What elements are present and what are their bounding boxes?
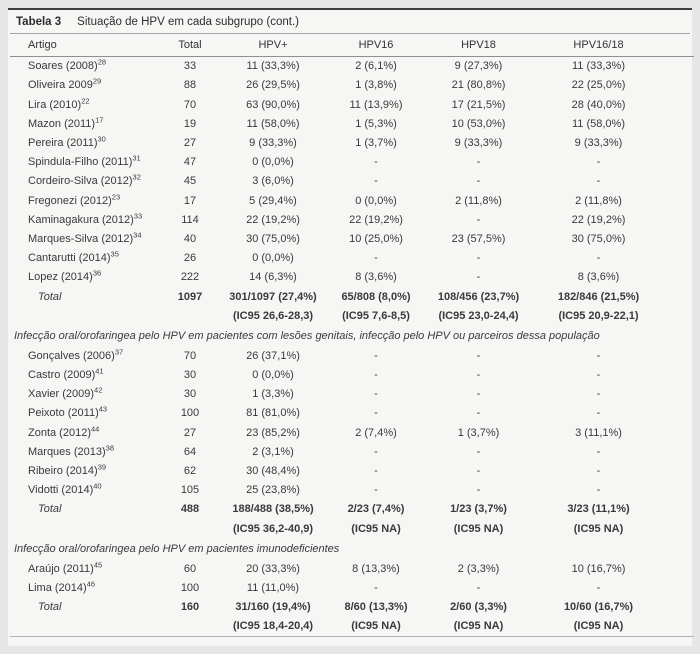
table-row [10,134,694,153]
total-cell: 60 [183,562,197,575]
artigo-label: Castro (2009) [28,369,96,382]
artigo-cell [10,385,160,404]
hpv16-cell: - [374,349,378,362]
hpv1618-cell: 8 (3,6%) [577,271,620,284]
section-header-label: Infecção oral/orofaringea pelo HPV em pacientes com lesões genitais, infecção pelo HPV ou parceiros dessa população [14,329,600,342]
hpv1618-cell: 2 (11,8%) [575,194,622,207]
total-cell: 27 [183,426,197,439]
hpv1618-cell: - [596,388,601,401]
section-header-row [10,326,694,347]
total-cell: 100 [180,581,200,594]
hpv1618-cell: (IC95 NA) [573,620,624,633]
reference-superscript: 30 [97,134,106,144]
hpv18-cell: - [476,484,481,497]
hpv-cell: 11 (58,0%) [246,117,300,130]
artigo-label: Gonçalves (2006) [28,349,115,362]
total-cell: 488 [180,503,200,516]
total-cell: 45 [183,175,197,188]
hpv-cell: 22 (19,2%) [246,213,300,226]
hpv-table [10,34,694,637]
total-cell: 105 [180,484,200,497]
table-row [10,268,694,287]
caption-label: Tabela 3 [16,16,62,28]
hpv16-cell: (IC95 7,6-8,5) [342,309,410,322]
artigo-label: Total [38,503,62,516]
artigo-label: Total [38,601,62,614]
hpv18-cell: - [476,388,481,401]
total-cell: 64 [183,445,197,458]
table-panel [8,8,692,646]
hpv18-cell: 21 (80,8%) [451,79,506,92]
reference-superscript: 35 [110,249,119,259]
hpv-cell: 2 (3,1%) [252,445,294,458]
table-header-row [10,34,694,57]
hpv16-cell: (IC95 NA) [351,522,401,535]
reference-superscript: 40 [93,481,102,491]
hpv-cell: 81 (81,0%) [246,407,300,420]
hpv16-cell: - [374,484,378,497]
hpv18-cell: 108/456 (23,7%) [437,290,520,303]
total-cell [160,306,220,325]
table-row [10,481,694,500]
hpv16-cell: 22 (19,2%) [349,213,403,226]
artigo-cell [10,423,160,442]
section-header-label: Infecção oral/orofaringea pelo HPV em pacientes imunodeficientes [14,542,340,555]
total-cell: 88 [183,79,197,92]
hpv16-cell: 1 (3,8%) [355,79,397,92]
reference-superscript: 32 [132,172,141,182]
hpv16-cell: - [374,388,378,401]
hpv1618-cell: - [596,252,601,265]
hpv16-cell: 8 (13,3%) [352,562,400,575]
hpv16-cell: - [374,175,378,188]
hpv-cell: 11 (11,0%) [246,581,300,594]
hpv1618-cell: 182/846 (21,5%) [557,290,640,303]
hpv16-cell: - [374,252,378,265]
artigo-cell [10,347,160,366]
total-cell: 47 [183,156,197,169]
hpv1618-cell: (IC95 NA) [573,522,624,535]
hpv-cell: 0 (0,0%) [252,369,294,382]
hpv16-cell: - [374,465,378,478]
total-cell [160,519,220,538]
reference-superscript: 22 [81,95,90,105]
hpv-cell: 31/160 (19,4%) [235,601,311,614]
table-row [10,560,694,579]
table-row [10,579,694,598]
table-row [10,76,694,95]
hpv-cell: 63 (90,0%) [246,98,300,111]
hpv16-cell: 2/23 (7,4%) [347,503,405,516]
hpv-cell: (IC95 36,2-40,9) [232,522,314,535]
table-row [10,115,694,134]
reference-superscript: 17 [95,115,104,125]
table-row [10,423,694,442]
total-cell: 17 [183,194,197,207]
hpv16-cell: 2 (7,4%) [355,426,397,439]
hpv18-cell: - [476,369,481,382]
artigo-cell [10,95,160,114]
artigo-cell [10,443,160,462]
hpv16-cell: 8/60 (13,3%) [344,601,408,614]
total-cell: 222 [180,271,200,284]
total-cell [160,617,220,637]
hpv16-cell: 65/808 (8,0%) [341,290,411,303]
reference-superscript: 37 [114,347,124,357]
artigo-cell [10,560,160,579]
table-row [10,347,694,366]
artigo-cell [10,268,160,287]
table-row [10,404,694,423]
reference-superscript: 34 [133,230,142,240]
artigo-cell [10,211,160,230]
ci-row [10,519,694,538]
total-row [10,598,694,617]
artigo-label: Spindula-Filho (2011) [28,156,133,169]
hpv16-cell: 8 (3,6%) [355,271,397,284]
hpv18-cell: 9 (27,3%) [454,60,503,73]
col-header-hpv16-18: HPV16/18 [531,34,694,57]
hpv-cell: 9 (33,3%) [249,137,297,150]
hpv16-cell: 1 (3,7%) [355,137,397,150]
hpv1618-cell: 22 (25,0%) [571,79,626,92]
hpv1618-cell: - [596,407,601,420]
reference-superscript: 45 [93,560,103,570]
reference-superscript: 42 [94,385,103,395]
hpv1618-cell: - [596,465,601,478]
total-cell: 70 [183,98,197,111]
table-row [10,366,694,385]
total-cell: 114 [181,213,199,226]
hpv18-cell: 10 (53,0%) [451,117,506,130]
hpv1618-cell: - [596,156,601,169]
reference-superscript: 31 [132,153,141,163]
hpv1618-cell: 10 (16,7%) [571,562,626,575]
reference-superscript: 43 [98,404,108,414]
section-header-row [10,539,694,560]
hpv1618-cell: - [596,349,601,362]
hpv18-cell: 2 (11,8%) [455,194,502,207]
artigo-label: Cantarutti (2014) [28,252,111,265]
reference-superscript: 38 [105,443,114,453]
artigo-cell [10,579,160,598]
artigo-cell [10,134,160,153]
table-row [10,385,694,404]
artigo-cell [10,306,160,325]
hpv18-cell: - [476,252,481,265]
caption-text: Situação de HPV em cada subgrupo (cont.) [77,16,299,28]
artigo-cell [10,617,160,637]
table-row [10,249,694,268]
artigo-label: Soares (2008) [28,60,98,73]
hpv18-cell: 1/23 (3,7%) [450,503,507,516]
hpv1618-cell: - [596,369,601,382]
hpv16-cell: - [374,581,378,594]
artigo-label: Fregonezi (2012) [28,194,112,207]
reference-superscript: 29 [92,76,102,86]
reference-superscript: 41 [95,366,104,376]
artigo-label: Pereira (2011) [28,137,98,150]
hpv-cell: 0 (0,0%) [252,252,294,265]
artigo-cell [10,153,160,172]
total-cell: 70 [183,349,197,362]
artigo-cell [10,366,160,385]
total-row [10,287,694,306]
artigo-cell [10,230,160,249]
hpv1618-cell: 30 (75,0%) [571,232,626,245]
artigo-label: Zonta (2012) [28,426,91,439]
table-row [10,443,694,462]
total-row [10,500,694,519]
hpv-cell: 11 (33,3%) [246,60,300,73]
reference-superscript: 33 [133,211,143,221]
hpv18-cell: - [476,175,481,188]
hpv18-cell: - [476,349,481,362]
artigo-label: Total [38,290,62,303]
hpv16-cell: 2 (6,1%) [355,60,397,73]
table-row [10,211,694,230]
hpv16-cell: - [374,369,378,382]
artigo-cell [10,57,160,77]
hpv18-cell: - [476,581,481,594]
reference-superscript: 36 [92,268,102,278]
hpv-cell: 30 (75,0%) [246,232,300,245]
artigo-cell [10,404,160,423]
table-body [10,57,694,637]
total-cell: 19 [183,117,197,130]
artigo-label: Kaminagakura (2012) [28,213,134,226]
table-row [10,57,694,77]
artigo-label: Lira (2010) [28,98,82,111]
artigo-cell [10,519,160,538]
hpv1618-cell: 11 (33,3%) [572,60,625,73]
hpv1618-cell: - [596,445,601,458]
artigo-label: Peixoto (2011) [28,407,99,420]
artigo-cell [10,172,160,191]
hpv16-cell: 1 (5,3%) [355,117,397,130]
col-header-hpv16: HPV16 [326,34,426,57]
hpv-cell: 25 (23,8%) [246,484,300,497]
hpv16-cell: 0 (0,0%) [355,194,397,207]
total-cell: 62 [183,465,197,478]
hpv-cell: 23 (85,2%) [246,426,300,439]
col-header-artigo: Artigo [10,34,160,57]
artigo-cell [10,462,160,481]
hpv-cell: 301/1097 (27,4%) [229,290,317,303]
table-row [10,230,694,249]
hpv-cell: 30 (48,4%) [246,465,300,478]
hpv-cell: 0 (0,0%) [252,156,294,169]
artigo-label: Vidotti (2014) [28,484,94,497]
total-cell: 160 [180,601,200,614]
hpv18-cell: 23 (57,5%) [451,232,506,245]
reference-superscript: 46 [86,579,96,589]
artigo-cell [10,191,160,210]
artigo-label: Lopez (2014) [28,271,93,284]
hpv1618-cell: (IC95 20,9-22,1) [558,309,639,322]
hpv1618-cell: 28 (40,0%) [571,98,626,111]
artigo-label: Marques (2013) [28,445,106,458]
hpv-cell: 3 (6,0%) [252,175,294,188]
hpv18-cell: - [476,156,481,169]
artigo-cell [10,481,160,500]
hpv1618-cell: - [596,175,601,188]
hpv1618-cell: 11 (58,0%) [572,117,625,130]
artigo-label: Cordeiro-Silva (2012) [28,175,133,188]
hpv1618-cell: 10/60 (16,7%) [563,601,634,614]
hpv18-cell: - [476,465,481,478]
hpv16-cell: - [374,156,378,169]
reference-superscript: 39 [97,462,107,472]
total-cell: 33 [183,60,197,73]
ci-row [10,306,694,325]
table-row [10,462,694,481]
hpv18-cell: (IC95 NA) [453,620,504,633]
hpv18-cell: - [476,213,481,226]
hpv1618-cell: 3/23 (11,1%) [567,503,630,516]
artigo-cell [10,76,160,95]
table-row [10,153,694,172]
reference-superscript: 23 [111,191,121,201]
hpv-cell: (IC95 26,6-28,3) [232,309,314,322]
hpv-cell: 188/488 (38,5%) [232,503,314,516]
hpv-cell: 26 (37,1%) [246,349,300,362]
hpv-cell: 26 (29,5%) [246,79,300,92]
artigo-cell [10,287,160,306]
artigo-label: Xavier (2009) [28,388,95,401]
hpv16-cell: - [374,407,378,420]
col-header-hpv-pos: HPV+ [220,34,326,57]
hpv-cell: (IC95 18,4-20,4) [232,620,314,633]
hpv18-cell: 17 (21,5%) [451,98,506,111]
reference-superscript: 44 [90,423,100,433]
hpv-cell: 5 (29,4%) [249,194,297,207]
hpv18-cell: 2 (3,3%) [457,562,500,575]
total-cell: 27 [183,137,197,150]
hpv18-cell: - [476,407,481,420]
hpv16-cell: 11 (13,9%) [349,98,403,111]
hpv16-cell: - [374,445,378,458]
hpv18-cell: - [476,445,481,458]
hpv18-cell: (IC95 23,0-24,4) [438,309,519,322]
total-cell: 26 [183,252,197,265]
hpv1618-cell: - [596,581,601,594]
col-header-total: Total [160,34,220,57]
hpv18-cell: (IC95 NA) [453,522,504,535]
hpv18-cell: 1 (3,7%) [457,426,500,439]
artigo-label: Lima (2014) [28,581,87,594]
hpv1618-cell: 22 (19,2%) [571,213,626,226]
ci-row [10,617,694,637]
hpv-cell: 20 (33,3%) [246,562,300,575]
total-cell: 1097 [177,290,203,303]
hpv16-cell: (IC95 NA) [351,620,401,633]
artigo-label: Oliveira 2009 [28,79,93,92]
artigo-cell [10,115,160,134]
hpv18-cell: 9 (33,3%) [454,137,503,150]
table-caption [10,10,690,34]
hpv1618-cell: 9 (33,3%) [574,137,623,150]
hpv18-cell: 2/60 (3,3%) [450,601,507,614]
artigo-label: Marques-Silva (2012) [28,232,134,245]
col-header-hpv18: HPV18 [426,34,531,57]
table-row [10,191,694,210]
total-cell: 100 [180,407,200,420]
artigo-cell [10,500,160,519]
artigo-label: Araújo (2011) [28,562,94,575]
artigo-label: Mazon (2011) [28,117,96,130]
hpv1618-cell: 3 (11,1%) [575,426,622,439]
artigo-cell [10,249,160,268]
total-cell: 30 [183,369,197,382]
hpv18-cell: - [476,271,481,284]
artigo-cell [10,598,160,617]
reference-superscript: 28 [97,57,107,67]
total-cell: 40 [183,232,197,245]
hpv-cell: 14 (6,3%) [249,271,297,284]
hpv16-cell: 10 (25,0%) [349,232,403,245]
table-row [10,172,694,191]
hpv1618-cell: - [596,484,601,497]
table-row [10,95,694,114]
artigo-label: Ribeiro (2014) [28,465,98,478]
total-cell: 30 [183,388,197,401]
hpv-cell: 1 (3,3%) [252,388,294,401]
